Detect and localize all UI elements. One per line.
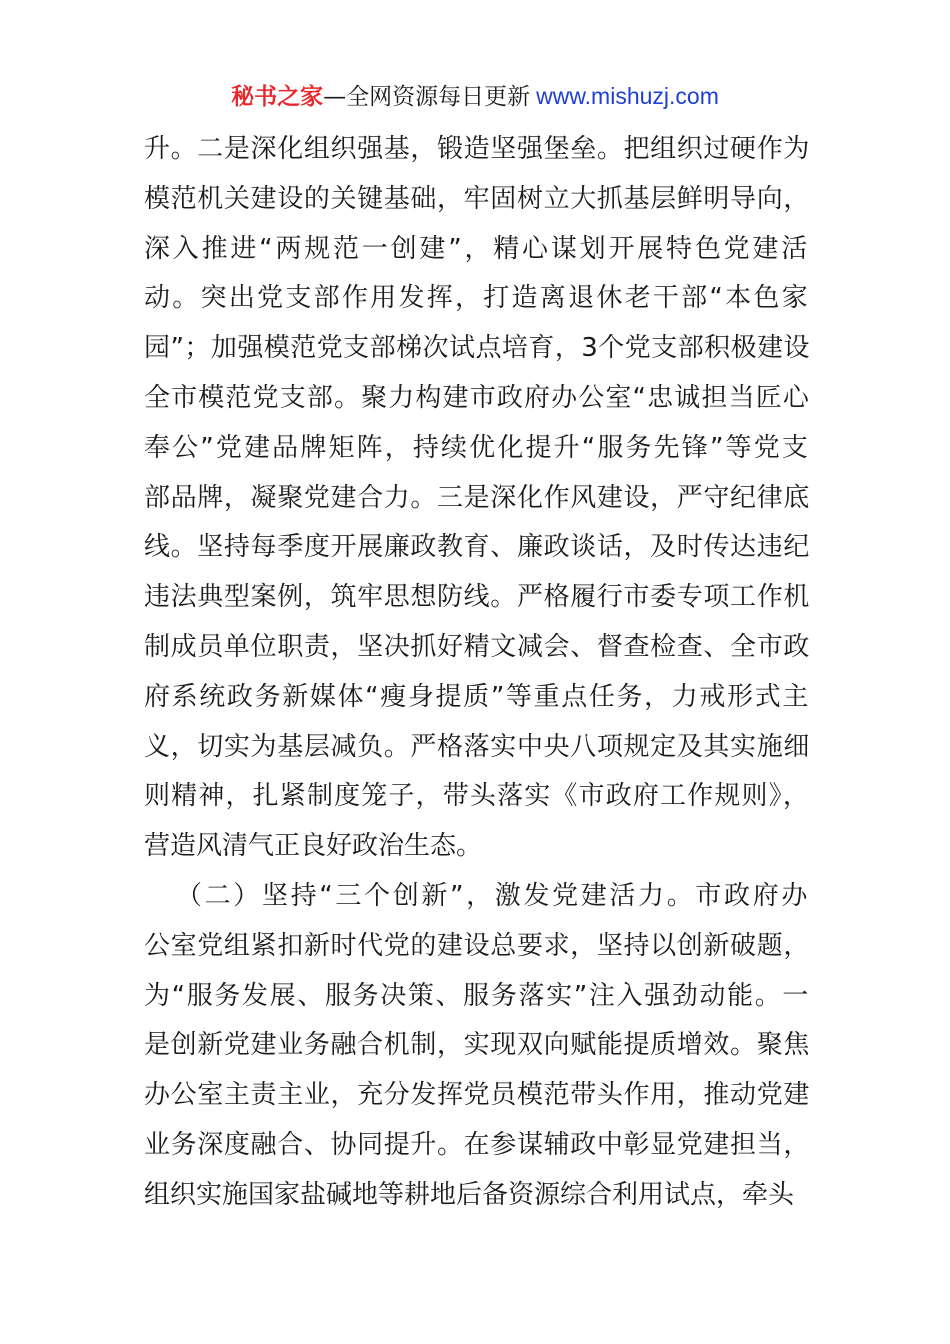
text-line: 则精神，扎紧制度笼子，带头落实《市政府工作规则》， xyxy=(144,781,810,812)
section-heading-line: （二）坚持“三个创新”，激发党建活力。市政府办 xyxy=(176,880,810,911)
text-line: 全市模范党支部。聚力构建市政府办公室“忠诚担当匠心 xyxy=(144,382,810,413)
text-line: 府系统政务新媒体“瘦身提质”等重点任务，力戒形式主 xyxy=(144,681,810,712)
text-line: 违法典型案例，筑牢思想防线。严格履行市委专项工作机 xyxy=(144,582,810,613)
text-line: 义，切实为基层减负。严格落实中央八项规定及其实施细 xyxy=(144,731,810,762)
site-url-link[interactable]: www.mishuzj.com xyxy=(536,83,719,109)
text-line: 是创新党建业务融合机制，实现双向赋能提质增效。聚焦 xyxy=(144,1030,810,1061)
text-line: 奉公”党建品牌矩阵，持续优化提升“服务先锋”等党支 xyxy=(144,432,810,463)
text-line: 组织实施国家盐碱地等耕地后备资源综合利用试点，牵头 xyxy=(144,1179,795,1210)
text-line: 深入推进“两规范一创建”，精心谋划开展特色党建活 xyxy=(144,233,810,264)
text-line: 业务深度融合、协同提升。在参谋辅政中彰显党建担当， xyxy=(144,1129,810,1160)
site-tagline: —全网资源每日更新 xyxy=(323,84,531,110)
text-line: 模范机关建设的关键基础，牢固树立大抓基层鲜明导向， xyxy=(144,183,810,214)
site-header xyxy=(0,80,950,113)
text-line: 公室党组紧扣新时代党的建设总要求，坚持以创新破题， xyxy=(144,930,810,961)
text-line: 升。二是深化组织强基，锻造坚强堡垒。把组织过硬作为 xyxy=(144,134,810,164)
text-line: 为“服务发展、服务决策、服务落实”注入强劲动能。一 xyxy=(144,980,810,1011)
text-line: 营造风清气正良好政治生态。 xyxy=(144,831,483,862)
text-line: 园”；加强模范党支部梯次试点培育，3个党支部积极建设 xyxy=(144,333,810,364)
document-body xyxy=(144,125,810,1221)
text-line: 部品牌，凝聚党建合力。三是深化作风建设，严守纪律底 xyxy=(144,482,810,513)
text-line: 制成员单位职责，坚决抓好精文减会、督查检查、全市政 xyxy=(144,631,810,662)
site-brand: 秘书之家 xyxy=(231,84,324,110)
text-line: 动。突出党支部作用发挥，打造离退休老干部“本色家 xyxy=(144,283,810,314)
text-line: 线。坚持每季度开展廉政教育、廉政谈话，及时传达违纪 xyxy=(144,532,810,563)
text-line: 办公室主责主业，充分发挥党员模范带头作用，推动党建 xyxy=(144,1080,810,1111)
